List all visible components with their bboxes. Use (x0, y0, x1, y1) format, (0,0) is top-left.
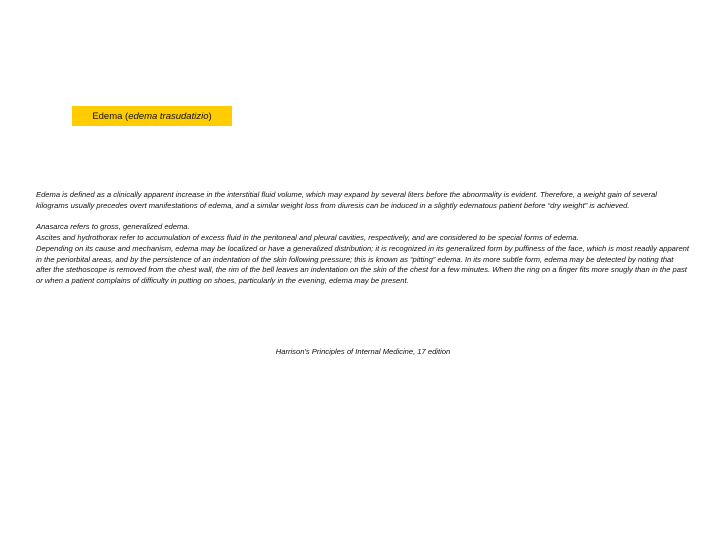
slide-body (36, 190, 690, 287)
slide-title (72, 106, 232, 126)
paragraph-definition: Edema is defined as a clinically apparent increase in the interstitial fluid volume, which may expand by several liters before the abnormality is evident. Therefore, a weight gain of several kilograms usually precedes overt manifestations of edema, and a similar weight loss from diuresis can be induced in a slightly edematous patient before “dry weight” is achieved. (36, 190, 657, 210)
paragraph-anasarca: Anasarca refers to gross, generalized edema. (36, 221, 190, 231)
paragraph-distribution: Depending on its cause and mechanism, edema may be localized or have a generalized distribution; it is recognized in its generalized form by puffiness of the face, which is most readily apparent in the periorbital areas, and by the persistence of an indentation of the skin following pressure; this is known as “pitting” edema. In its more subtle form, edema may be detected by noting that after the stethoscope is removed from the chest wall, the rim of the bell leaves an indentation on the skin of the chest for a few minutes. When the ring on a finger fits more snugly than in the past or when a patient complains of difficulty in putting on shoes, particularly in the evening, edema may be present. (36, 243, 689, 286)
paragraph-gap (36, 212, 690, 222)
paragraph-ascites: Ascites and hydrothorax refer to accumulation of excess fluid in the peritoneal and pleural cavities, respectively, and are considered to be special forms of edema. (36, 232, 579, 242)
slide-title-suffix: ) (208, 110, 212, 122)
citation: Harrison's Principles of Internal Medicine, 17 edition (275, 347, 451, 356)
slide-title-prefix: Edema ( (92, 110, 129, 122)
slide-title-italic: edema trasudatizio (128, 110, 209, 122)
